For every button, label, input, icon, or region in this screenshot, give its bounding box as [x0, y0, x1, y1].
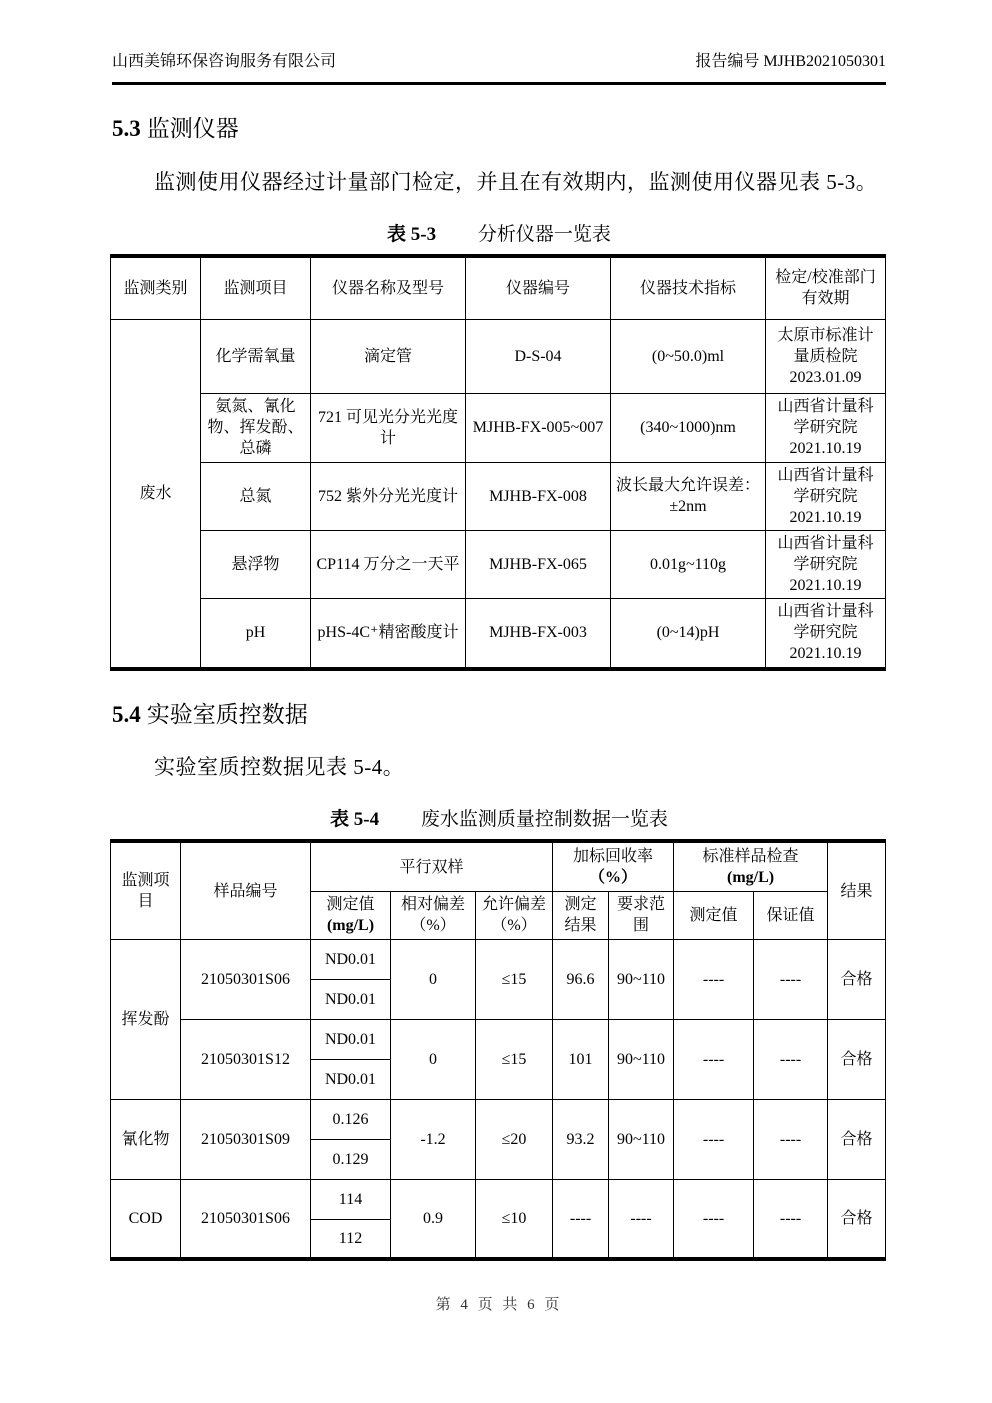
t4-cell-result: 合格: [828, 1099, 886, 1179]
t4-cell-item: 氰化物: [111, 1099, 181, 1179]
section-5-3-paragraph: 监测使用仪器经过计量部门检定，并且在有效期内，监测使用仪器见表 5-3。: [154, 169, 878, 194]
t3-cell-code: MJHB-FX-003: [466, 599, 611, 669]
section-5-4-title: 实验室质控数据: [146, 701, 308, 727]
t4-cell-sample: 21050301S06: [181, 1179, 311, 1259]
t4-header-row-1: [111, 841, 886, 891]
t4-cell-std-certified: ----: [754, 1179, 828, 1259]
t4-header-item: 监测项目: [111, 841, 181, 939]
table-5-4-caption: [112, 804, 886, 831]
t3-header-instrument: 仪器名称及型号: [311, 256, 466, 320]
t3-cell-instrument: 752 紫外分光光度计: [311, 462, 466, 530]
t4-cell-sample: 21050301S09: [181, 1099, 311, 1179]
t4-header-std-certified: 保证值: [754, 891, 828, 939]
t4-cell-allowed: ≤15: [476, 939, 553, 1019]
t4-header-spike-result: 测定结果: [553, 891, 609, 939]
t4-header-measured-unit: (mg/L): [326, 917, 375, 935]
t4-header-result: 结果: [828, 841, 886, 939]
t4-cell-allowed: ≤10: [476, 1179, 553, 1259]
table-5-3-caption-label: 表 5-3: [387, 223, 437, 245]
t4-header-standard-label: 标准样品检查: [702, 848, 799, 866]
t4-cell-std-measured: ----: [674, 1099, 754, 1179]
page-footer: 第 4 页 共 6 页: [435, 1297, 563, 1314]
t4-cell-range: 90~110: [609, 1019, 674, 1099]
t4-cell-sample: 21050301S06: [181, 939, 311, 1019]
t3-cal-date: 2021.10.19: [789, 577, 862, 595]
t3-cell-item: pH: [201, 599, 311, 669]
qc-row: [111, 1019, 886, 1059]
t4-header-spike: [553, 841, 674, 891]
t3-row-cod: [111, 320, 886, 394]
t4-cell-recovery: 96.6: [553, 939, 609, 1019]
section-5-4-paragraph: 实验室质控数据见表 5-4。: [154, 755, 405, 780]
t3-cell-item: 氨氮、氰化物、挥发酚、总磷: [201, 394, 311, 462]
t4-header-std-measured: 测定值: [674, 891, 754, 939]
t4-cell-value2: ND0.01: [311, 979, 391, 1019]
t3-cell-instrument: 滴定管: [311, 320, 466, 394]
t4-cell-value1: ND0.01: [311, 1019, 391, 1059]
t3-header-spec: 仪器技术指标: [611, 256, 766, 320]
t4-cell-result: 合格: [828, 1019, 886, 1099]
t4-header-measured: [311, 891, 391, 939]
t3-cell-spec: (0~50.0)ml: [611, 320, 766, 394]
t3-cell-calibration: [766, 530, 886, 598]
t4-cell-item: COD: [111, 1179, 181, 1259]
t3-cell-spec: 波长最大允许误差：±2nm: [611, 462, 766, 530]
t3-row-suspended-solids: [111, 530, 886, 598]
t3-header-row: [111, 256, 886, 320]
t4-cell-range: 90~110: [609, 939, 674, 1019]
t3-cal-date: 2021.10.19: [789, 508, 862, 526]
t4-header-parallel: 平行双样: [311, 841, 553, 891]
t4-header-standard-unit: (mg/L): [726, 869, 775, 887]
t4-cell-recovery: 93.2: [553, 1099, 609, 1179]
section-5-3-number: 5.3: [112, 115, 141, 141]
t4-header-standard: [674, 841, 828, 891]
t3-cal-date: 2021.10.19: [789, 645, 862, 663]
t4-cell-rel-dev: 0: [391, 939, 476, 1019]
t3-cal-dept: 太原市标准计量质检院: [777, 327, 874, 366]
t3-cell-instrument: pHS-4C⁺精密酸度计: [311, 599, 466, 669]
t3-cell-code: MJHB-FX-005~007: [466, 394, 611, 462]
t4-header-spike-label: 加标回收率: [573, 848, 654, 866]
t4-cell-item: 挥发酚: [111, 939, 181, 1099]
t3-cell-code: MJHB-FX-008: [466, 462, 611, 530]
t4-cell-sample: 21050301S12: [181, 1019, 311, 1099]
t4-cell-result: 合格: [828, 1179, 886, 1259]
t3-cell-category: 废水: [111, 320, 201, 669]
t3-cell-spec: (340~1000)nm: [611, 394, 766, 462]
t4-cell-result: 合格: [828, 939, 886, 1019]
t3-header-calibration: 检定/校准部门有效期: [766, 256, 886, 320]
t3-header-code: 仪器编号: [466, 256, 611, 320]
table-5-3-caption-title: 分析仪器一览表: [477, 223, 611, 245]
t3-cell-item: 化学需氧量: [201, 320, 311, 394]
t4-cell-allowed: ≤20: [476, 1099, 553, 1179]
t3-header-item: 监测项目: [201, 256, 311, 320]
t3-row-total-nitrogen: [111, 462, 886, 530]
t3-cal-dept: 山西省计量科学研究院: [777, 398, 874, 437]
section-5-4-number: 5.4: [112, 701, 141, 727]
t3-cell-item: 总氮: [201, 462, 311, 530]
t3-cell-instrument: 721 可见光分光光度计: [311, 394, 466, 462]
t4-cell-value1: ND0.01: [311, 939, 391, 979]
qc-data-table: [110, 839, 886, 1261]
t4-cell-std-certified: ----: [754, 1019, 828, 1099]
t3-row-ammonia: [111, 394, 886, 462]
t3-cell-calibration: [766, 320, 886, 394]
t3-cell-instrument: CP114 万分之一天平: [311, 530, 466, 598]
t4-cell-rel-dev: 0: [391, 1019, 476, 1099]
section-5-3-title: 监测仪器: [146, 115, 239, 141]
t3-cal-dept: 山西省计量科学研究院: [777, 534, 874, 573]
section-5-3-heading: [112, 115, 886, 144]
t4-cell-value2: 0.129: [311, 1139, 391, 1179]
t3-cal-date: 2021.10.19: [789, 440, 862, 458]
t4-cell-value2: 112: [311, 1219, 391, 1259]
qc-row: [111, 1099, 886, 1139]
t4-cell-std-certified: ----: [754, 1099, 828, 1179]
company-name: 山西美锦环保咨询服务有限公司: [112, 53, 337, 70]
t3-cell-code: MJHB-FX-065: [466, 530, 611, 598]
t4-cell-rel-dev: 0.9: [391, 1179, 476, 1259]
t3-cell-code: D-S-04: [466, 320, 611, 394]
t4-cell-std-measured: ----: [674, 1019, 754, 1099]
t4-cell-recovery: 101: [553, 1019, 609, 1099]
t4-cell-range: 90~110: [609, 1099, 674, 1179]
t3-cal-dept: 山西省计量科学研究院: [777, 603, 874, 642]
t4-cell-value1: 0.126: [311, 1099, 391, 1139]
t3-cell-calibration: [766, 394, 886, 462]
t3-row-ph: [111, 599, 886, 669]
t3-cell-spec: 0.01g~110g: [611, 530, 766, 598]
t4-header-spike-range: 要求范围: [609, 891, 674, 939]
qc-row: [111, 939, 886, 979]
t3-cell-calibration: [766, 462, 886, 530]
t4-cell-range: ----: [609, 1179, 674, 1259]
t4-cell-value2: ND0.01: [311, 1059, 391, 1099]
section-5-4-heading: [112, 701, 886, 730]
t3-cal-date: 2023.01.09: [789, 369, 862, 387]
t3-cell-calibration: [766, 599, 886, 669]
t4-cell-value1: 114: [311, 1179, 391, 1219]
t3-cal-dept: 山西省计量科学研究院: [777, 466, 874, 505]
t3-cell-item: 悬浮物: [201, 530, 311, 598]
t4-header-measured-label: 测定值: [326, 896, 375, 914]
t4-cell-std-measured: ----: [674, 1179, 754, 1259]
t4-header-spike-unit: （%）: [589, 869, 638, 887]
t4-header-allowed-dev: 允许偏差（%）: [476, 891, 553, 939]
t4-header-relative-dev: 相对偏差（%）: [391, 891, 476, 939]
header-divider: [112, 82, 886, 85]
t4-cell-allowed: ≤15: [476, 1019, 553, 1099]
analysis-instruments-table: [110, 254, 886, 671]
t4-cell-rel-dev: -1.2: [391, 1099, 476, 1179]
t4-cell-std-certified: ----: [754, 939, 828, 1019]
qc-row: [111, 1179, 886, 1219]
t4-cell-recovery: ----: [553, 1179, 609, 1259]
page-header: [112, 52, 886, 73]
table-5-3-caption: [112, 219, 886, 246]
t4-cell-std-measured: ----: [674, 939, 754, 1019]
table-5-4-caption-title: 废水监测质量控制数据一览表: [420, 809, 668, 831]
table-5-4-caption-label: 表 5-4: [330, 809, 380, 831]
t3-cell-spec: (0~14)pH: [611, 599, 766, 669]
report-number: 报告编号 MJHB2021050301: [695, 53, 886, 70]
t4-header-sample: 样品编号: [181, 841, 311, 939]
t3-header-category: 监测类别: [111, 256, 201, 320]
